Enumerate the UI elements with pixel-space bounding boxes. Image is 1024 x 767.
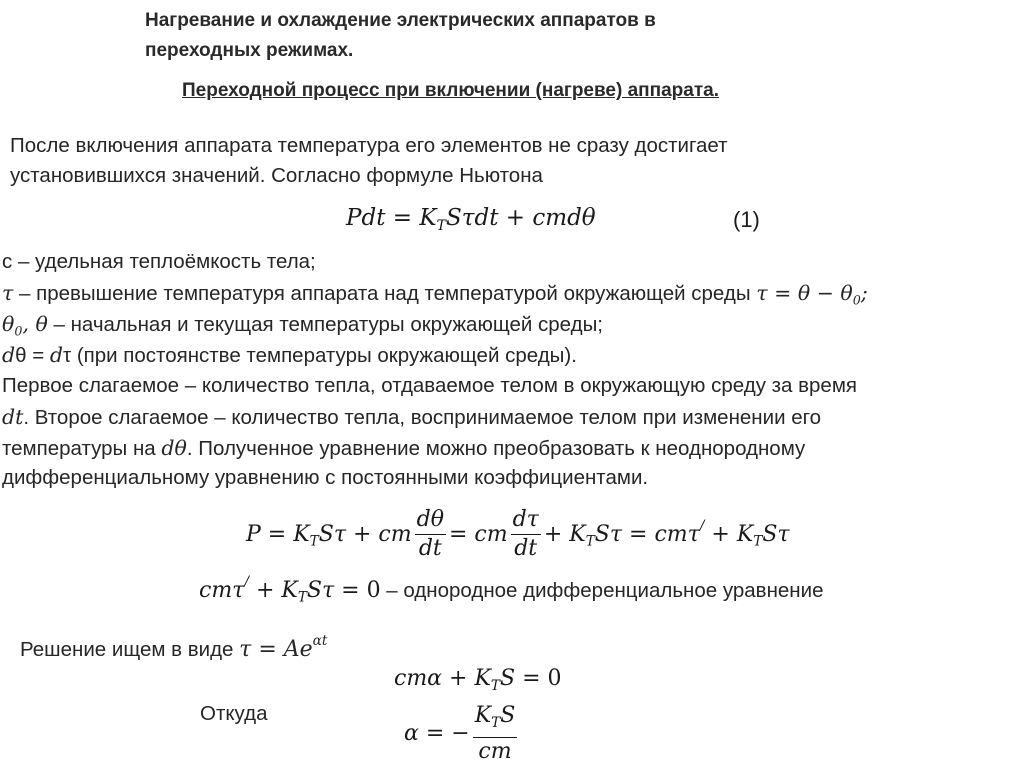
intro-line-1: После включения аппарата температура его элементов не сразу достигает	[10, 134, 728, 157]
equation-characteristic: $cm\alpha + K_TS = 0$	[394, 666, 562, 694]
equation-1-number: (1)	[733, 207, 760, 232]
solution-line: Решение ищем в виде $\tau = Ae^{\alpha t}$	[20, 633, 328, 662]
paragraph-line-3-post: . Полученное уравнение можно преобразовать к неоднородному	[186, 437, 806, 460]
definition-theta-text: – начальная и текущая температуры окружающей среды;	[47, 313, 604, 336]
paragraph-line-1: Первое слагаемое – количество тепла, отдаваемое телом в окружающую среду за время	[2, 374, 858, 397]
paragraph-line-3-pre: температуры на	[2, 437, 162, 460]
definition-tau: τ – превышение температуря аппарата над температурой окружающей среды $\tau = \theta - \theta_0$;	[2, 281, 868, 308]
solution-text: Решение ищем в виде	[20, 637, 240, 661]
definition-c: с – удельная теплоёмкость тела;	[2, 250, 316, 273]
paragraph-line-4: дифференциальному уравнению с постоянными коэффициентами.	[2, 466, 649, 489]
definition-theta: $\theta_0$, θ – начальная и текущая температуры окружающей среды;	[2, 312, 604, 339]
equation-homogeneous: $cm\tau^/ + K_TS\tau = 0$ – однородное дифференциальное уравнение	[199, 574, 824, 606]
paragraph-line-2-text: . Второе слагаемое – количество тепла, воспринимаемое телом при изменении его	[23, 406, 822, 429]
equation-alpha: α = − $\frac{K_TS}{cm}$	[404, 703, 516, 764]
definition-tau-text: – превышение температуря аппарата над температурой окружающей среды	[13, 282, 757, 305]
title-line-1: Нагревание и охлаждение электрических аппаратов в	[145, 10, 656, 31]
definition-dtheta-text: (при постоянстве температуры окружающей среды).	[71, 344, 577, 367]
slide-subtitle: Переходной процесс при включении (нагреве) аппарата.	[182, 80, 720, 101]
homogeneous-text: – однородное дифференциальное уравнение	[380, 578, 824, 602]
equation-2: $P = K_TS\tau$ + cm $\frac{d\theta}{dt}$ = cm $\frac{d\tau}{dt}$ + $K_TS\tau = cm\tau^/ + K_TS\tau$	[246, 507, 790, 562]
intro-line-2: установившихся значений. Согласно формуле Ньютона	[10, 164, 543, 187]
title-line-2: переходных режимах.	[145, 40, 354, 61]
equation-1: Pdt = $K_TS\tau dt + cmd\theta$	[346, 205, 596, 234]
definition-dtheta: dθ = dτ (при постоянстве температуры окружающей среды).	[2, 343, 577, 367]
paragraph-line-2: dt. Второе слагаемое – количество тепла, воспринимаемое телом при изменении его	[2, 405, 822, 429]
paragraph-line-3: температуры на dθ. Полученное уравнение можно преобразовать к неоднородному	[2, 436, 806, 460]
slide-title	[145, 6, 656, 66]
otkuda-label: Откуда	[200, 702, 268, 725]
